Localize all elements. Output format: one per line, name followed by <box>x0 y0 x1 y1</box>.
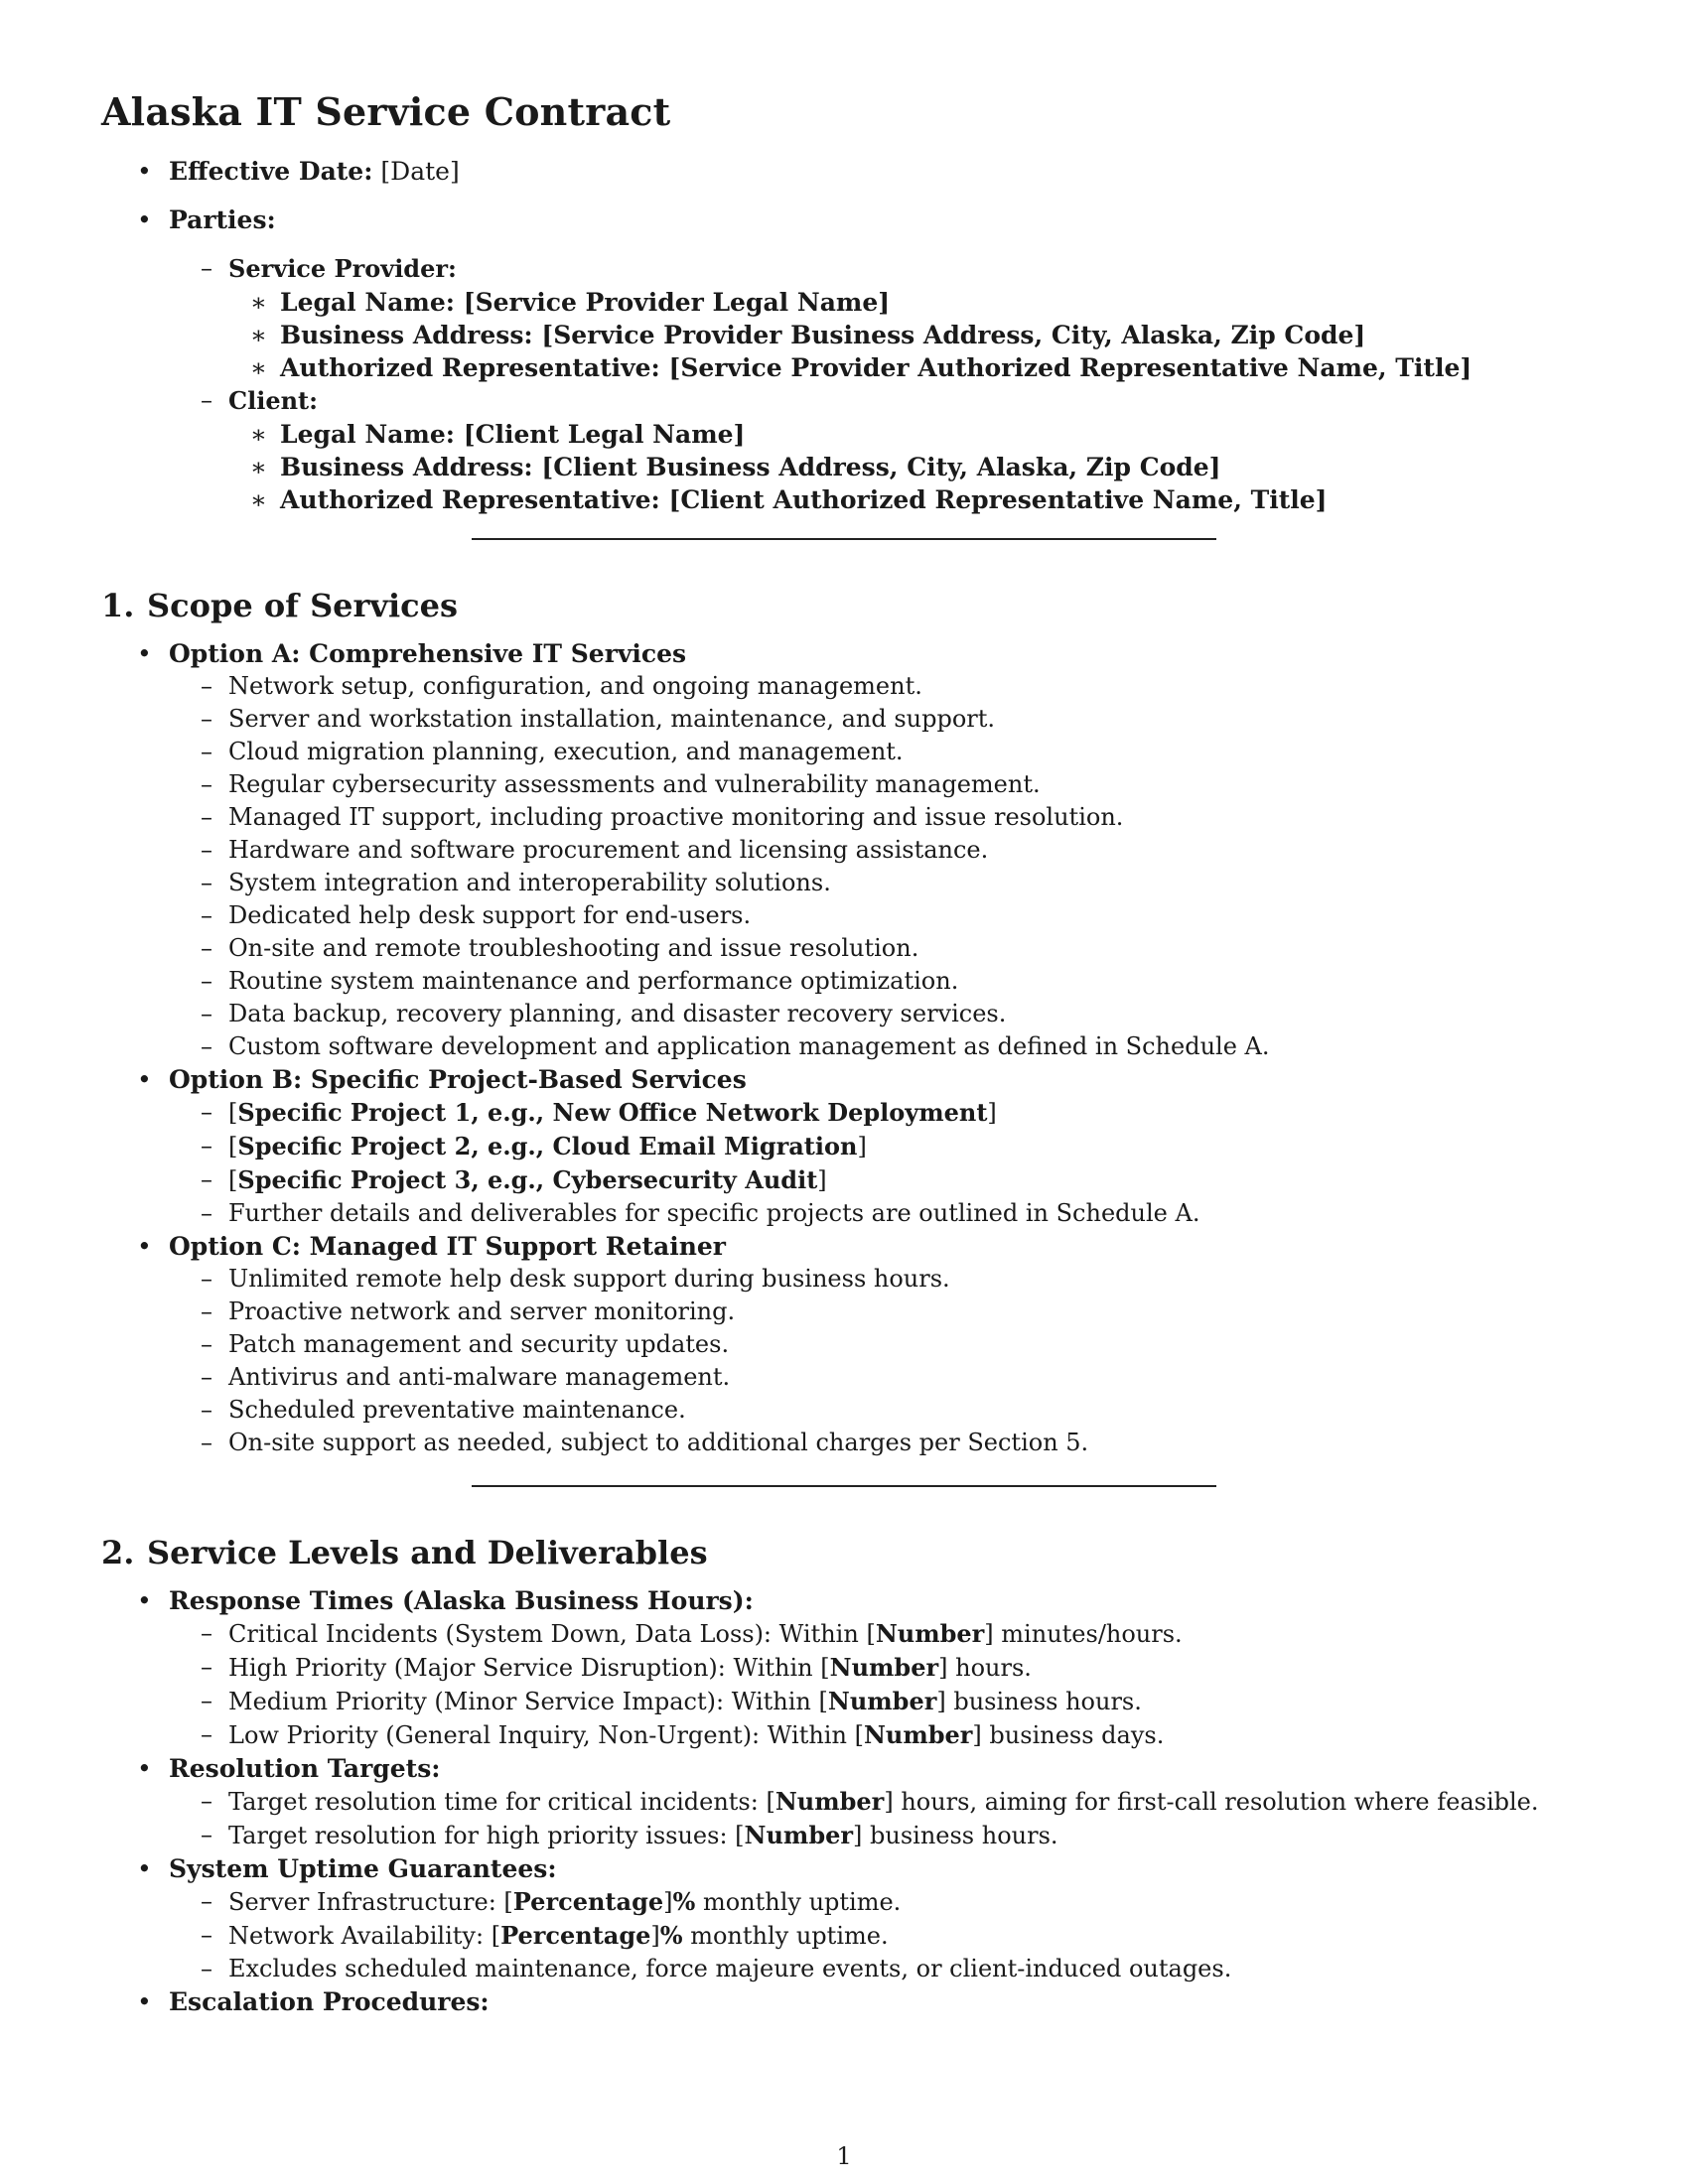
list-item: – Regular cybersecurity assessments and vulnerability management. <box>169 768 1591 801</box>
page-number: 1 <box>836 2142 852 2170</box>
list-item: – Data backup, recovery planning, and disaster recovery services. <box>169 998 1591 1030</box>
client-legal-name: ∗ Legal Name: [Client Legal Name] <box>228 418 1591 451</box>
section-divider <box>472 1485 1216 1487</box>
parties-list <box>169 252 1591 516</box>
list-item: – Medium Priority (Minor Service Impact): Within [Number] business hours. <box>169 1685 1591 1718</box>
response-times-list <box>169 1617 1591 1752</box>
scope-options-list <box>101 637 1591 1459</box>
project-placeholder: – [Specific Project 3, e.g., Cybersecurity Audit] <box>169 1163 1591 1197</box>
list-item: – Hardware and software procurement and licensing assistance. <box>169 834 1591 867</box>
effective-date-label: Effective Date: <box>169 157 373 186</box>
service-provider-item <box>169 252 1591 384</box>
option-a-label: Option A: Comprehensive IT Services <box>169 639 687 668</box>
project-placeholder: – [Specific Project 1, e.g., New Office Network Deployment] <box>169 1096 1591 1130</box>
list-item: – Server Infrastructure: [Percentage]% monthly uptime. <box>169 1885 1591 1919</box>
option-c-services <box>169 1263 1591 1459</box>
list-item: – Routine system maintenance and performance optimization. <box>169 965 1591 998</box>
list-item: – Proactive network and server monitoring. <box>169 1296 1591 1328</box>
list-item: – Custom software development and application management as defined in Schedule A. <box>169 1030 1591 1063</box>
parties-item <box>101 204 1591 516</box>
list-item: – System integration and interoperability solutions. <box>169 867 1591 899</box>
client-item <box>169 384 1591 516</box>
list-item: – Low Priority (General Inquiry, Non-Urgent): Within [Number] business days. <box>169 1718 1591 1752</box>
list-item: – Target resolution time for critical incidents: [Number] hours, aiming for first-call resolution where feasible. <box>169 1785 1591 1819</box>
client-details <box>228 418 1591 516</box>
option-b-projects <box>169 1096 1591 1230</box>
client-authorized-rep: ∗ Authorized Representative: [Client Authorized Representative Name, Title] <box>228 483 1591 516</box>
list-item: – Critical Incidents (System Down, Data Loss): Within [Number] minutes/hours. <box>169 1617 1591 1651</box>
section-2-heading: 2. Service Levels and Deliverables <box>101 1534 708 1571</box>
list-item: – On-site and remote troubleshooting and issue resolution. <box>169 932 1591 965</box>
project-placeholder: – [Specific Project 2, e.g., Cloud Email Migration] <box>169 1130 1591 1163</box>
list-item: – High Priority (Major Service Disruption): Within [Number] hours. <box>169 1651 1591 1685</box>
provider-business-address: ∗ Business Address: [Service Provider Business Address, City, Alaska, Zip Code] <box>228 319 1591 351</box>
provider-authorized-rep: ∗ Authorized Representative: [Service Provider Authorized Representative Name, Title] <box>228 351 1591 384</box>
section-1-heading: 1. Scope of Services <box>101 587 458 624</box>
effective-date-value: [Date] <box>380 157 460 186</box>
option-a-services <box>169 670 1591 1063</box>
uptime-guarantees-label: System Uptime Guarantees: <box>169 1854 557 1883</box>
service-provider-details <box>228 286 1591 384</box>
list-item: – Network setup, configuration, and ongoing management. <box>169 670 1591 703</box>
parties-label: Parties: <box>169 205 276 234</box>
uptime-guarantees-item <box>101 1852 1591 1985</box>
resolution-targets-label: Resolution Targets: <box>169 1754 441 1783</box>
client-label: Client: <box>228 386 318 415</box>
list-item: – Cloud migration planning, execution, and management. <box>169 736 1591 768</box>
response-times-label: Response Times (Alaska Business Hours): <box>169 1586 754 1615</box>
contract-page <box>101 89 1591 2018</box>
section-divider <box>472 538 1216 540</box>
resolution-targets-list <box>169 1785 1591 1852</box>
option-c-label: Option C: Managed IT Support Retainer <box>169 1232 726 1261</box>
client-business-address: ∗ Business Address: [Client Business Address, City, Alaska, Zip Code] <box>228 451 1591 483</box>
option-b-label: Option B: Specific Project-Based Services <box>169 1065 747 1094</box>
option-b-item <box>101 1063 1591 1230</box>
resolution-targets-item <box>101 1752 1591 1852</box>
list-item: – Excludes scheduled maintenance, force majeure events, or client-induced outages. <box>169 1953 1591 1985</box>
effective-date-item <box>101 155 1591 188</box>
list-item: – Antivirus and anti-malware management. <box>169 1361 1591 1394</box>
list-item: – Network Availability: [Percentage]% monthly uptime. <box>169 1919 1591 1953</box>
document-title: Alaska IT Service Contract <box>101 89 671 134</box>
option-c-item <box>101 1230 1591 1459</box>
response-times-item <box>101 1584 1591 1752</box>
list-item: – Dedicated help desk support for end-users. <box>169 899 1591 932</box>
service-levels-list <box>101 1584 1591 2018</box>
list-item: – On-site support as needed, subject to additional charges per Section 5. <box>169 1427 1591 1459</box>
list-item: – Target resolution for high priority issues: [Number] business hours. <box>169 1819 1591 1852</box>
escalation-procedures-label: Escalation Procedures: <box>169 1987 490 2016</box>
list-item: – Further details and deliverables for specific projects are outlined in Schedule A. <box>169 1197 1591 1230</box>
list-item: – Patch management and security updates. <box>169 1328 1591 1361</box>
contract-header-list <box>101 155 1591 516</box>
escalation-procedures-item <box>101 1985 1591 2018</box>
list-item: – Managed IT support, including proactive monitoring and issue resolution. <box>169 801 1591 834</box>
service-provider-label: Service Provider: <box>228 254 457 283</box>
uptime-guarantees-list <box>169 1885 1591 1985</box>
provider-legal-name: ∗ Legal Name: [Service Provider Legal Name] <box>228 286 1591 319</box>
option-a-item <box>101 637 1591 1063</box>
list-item: – Scheduled preventative maintenance. <box>169 1394 1591 1427</box>
list-item: – Unlimited remote help desk support during business hours. <box>169 1263 1591 1296</box>
list-item: – Server and workstation installation, maintenance, and support. <box>169 703 1591 736</box>
